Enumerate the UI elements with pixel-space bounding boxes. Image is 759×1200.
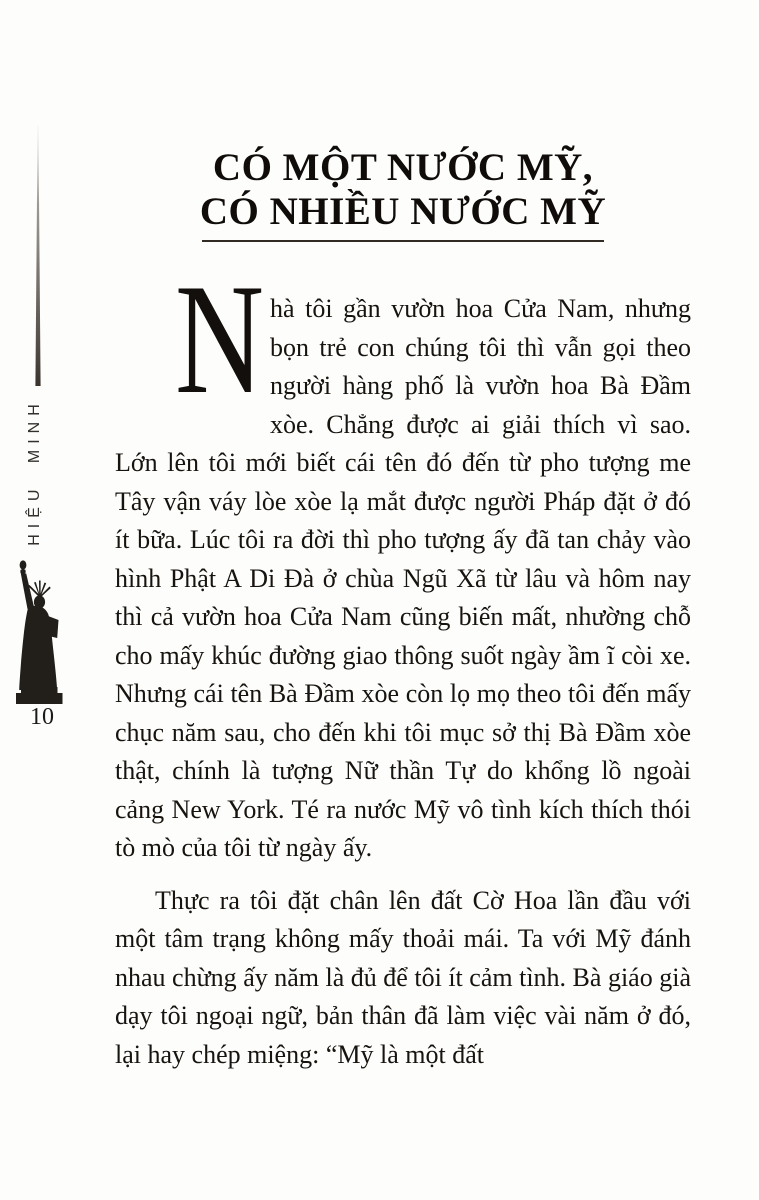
chapter-title [115,146,691,234]
opening-paragraph [115,252,691,868]
chapter-title-line-2: CÓ NHIỀU NƯỚC MỸ [199,190,607,233]
title-divider-rule [202,240,604,242]
chapter-body [115,146,691,1074]
drop-cap [175,252,265,427]
author-name-vertical: HIỆU MINH [26,398,43,546]
second-paragraph: Thực ra tôi đặt chân lên đất Cờ Hoa lần đầu với một tâm trạng không mấy thoải mái. Ta với Mỹ đánh nhau chừng ấy năm là đủ để tôi ít cảm tình. Bà giáo già dạy tôi ngoại ngữ, bản thân đã làm việc vài năm ở đó, lại hay chép miệng: “Mỹ là một đất [115,885,691,1069]
drop-cap-letter: N [175,252,265,427]
opening-paragraph-text: hà tôi gần vườn hoa Cửa Nam, nhưng bọn trẻ con chúng tôi thì vẫn gọi theo người hàng phố là vườn hoa Bà Đầm xòe. Chẳng được ai giải thích vì sao. Lớn lên tôi mới biết cái tên đó đến từ pho tượng me Tây vận váy lòe xòe lạ mắt được người Pháp đặt ở đó ít bữa. Lúc tôi ra đời thì pho tượng ấy đã tan chảy vào hình Phật A Di Đà ở chùa Ngũ Xã từ lâu và hôm nay thì cả vườn hoa Cửa Nam cũng biến mất, nhường chỗ cho mấy khúc đường giao thông suốt ngày ầm ĩ còi xe. Nhưng cái tên Bà Đầm xòe còn lọ mọ theo tôi đến mấy chục năm sau, cho đến khi tôi mục sở thị Bà Đầm xòe thật, chính là tượng Nữ thần Tự do khổng lồ ngoài cảng New York. Té ra nước Mỹ vô tình kích thích thói tò mò của tôi từ ngày ấy. [115,294,691,862]
page-number: 10 [30,704,54,730]
chapter-title-line-1: CÓ MỘT NƯỚC MỸ, [212,146,594,189]
statue-of-liberty-icon [10,560,68,708]
tapered-line-ornament [33,126,43,386]
